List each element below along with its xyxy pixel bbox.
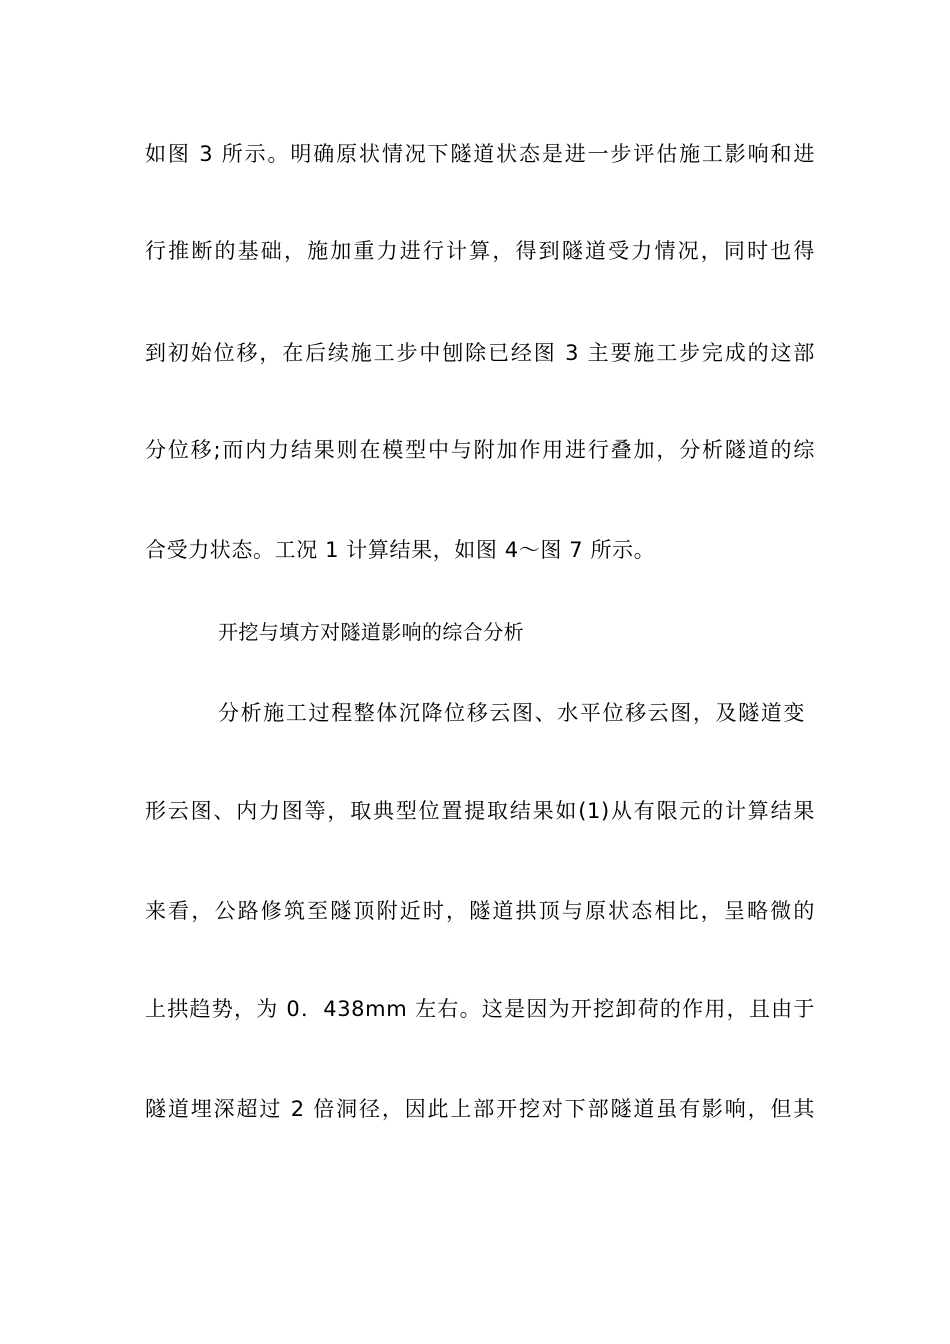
section-heading: 开挖与填方对隧道影响的综合分析 — [218, 620, 524, 644]
paragraph-line-7: 形云图、内力图等，取典型位置提取结果如(1)从有限元的计算结果 — [145, 799, 815, 823]
paragraph-line-8: 来看，公路修筑至隧顶附近时，隧道拱顶与原状态相比，呈略微的 — [145, 899, 815, 923]
paragraph-line-5: 合受力状态。工况 1 计算结果，如图 4～图 7 所示。 — [145, 538, 656, 562]
paragraph-line-2: 行推断的基础，施加重力进行计算，得到隧道受力情况，同时也得 — [145, 239, 815, 263]
paragraph-line-10: 隧道埋深超过 2 倍洞径，因此上部开挖对下部隧道虽有影响，但其 — [145, 1097, 815, 1121]
paragraph-line-9: 上拱趋势，为 0．438mm 左右。这是因为开挖卸荷的作用，且由于 — [145, 997, 815, 1021]
paragraph-line-1: 如图 3 所示。明确原状情况下隧道状态是进一步评估施工影响和进 — [145, 142, 815, 166]
paragraph-line-6: 分析施工过程整体沉降位移云图、水平位移云图，及隧道变 — [218, 701, 805, 725]
paragraph-line-3: 到初始位移，在后续施工步中刨除已经图 3 主要施工步完成的这部 — [145, 341, 815, 365]
paragraph-line-4: 分位移;而内力结果则在模型中与附加作用进行叠加，分析隧道的综 — [145, 438, 815, 462]
